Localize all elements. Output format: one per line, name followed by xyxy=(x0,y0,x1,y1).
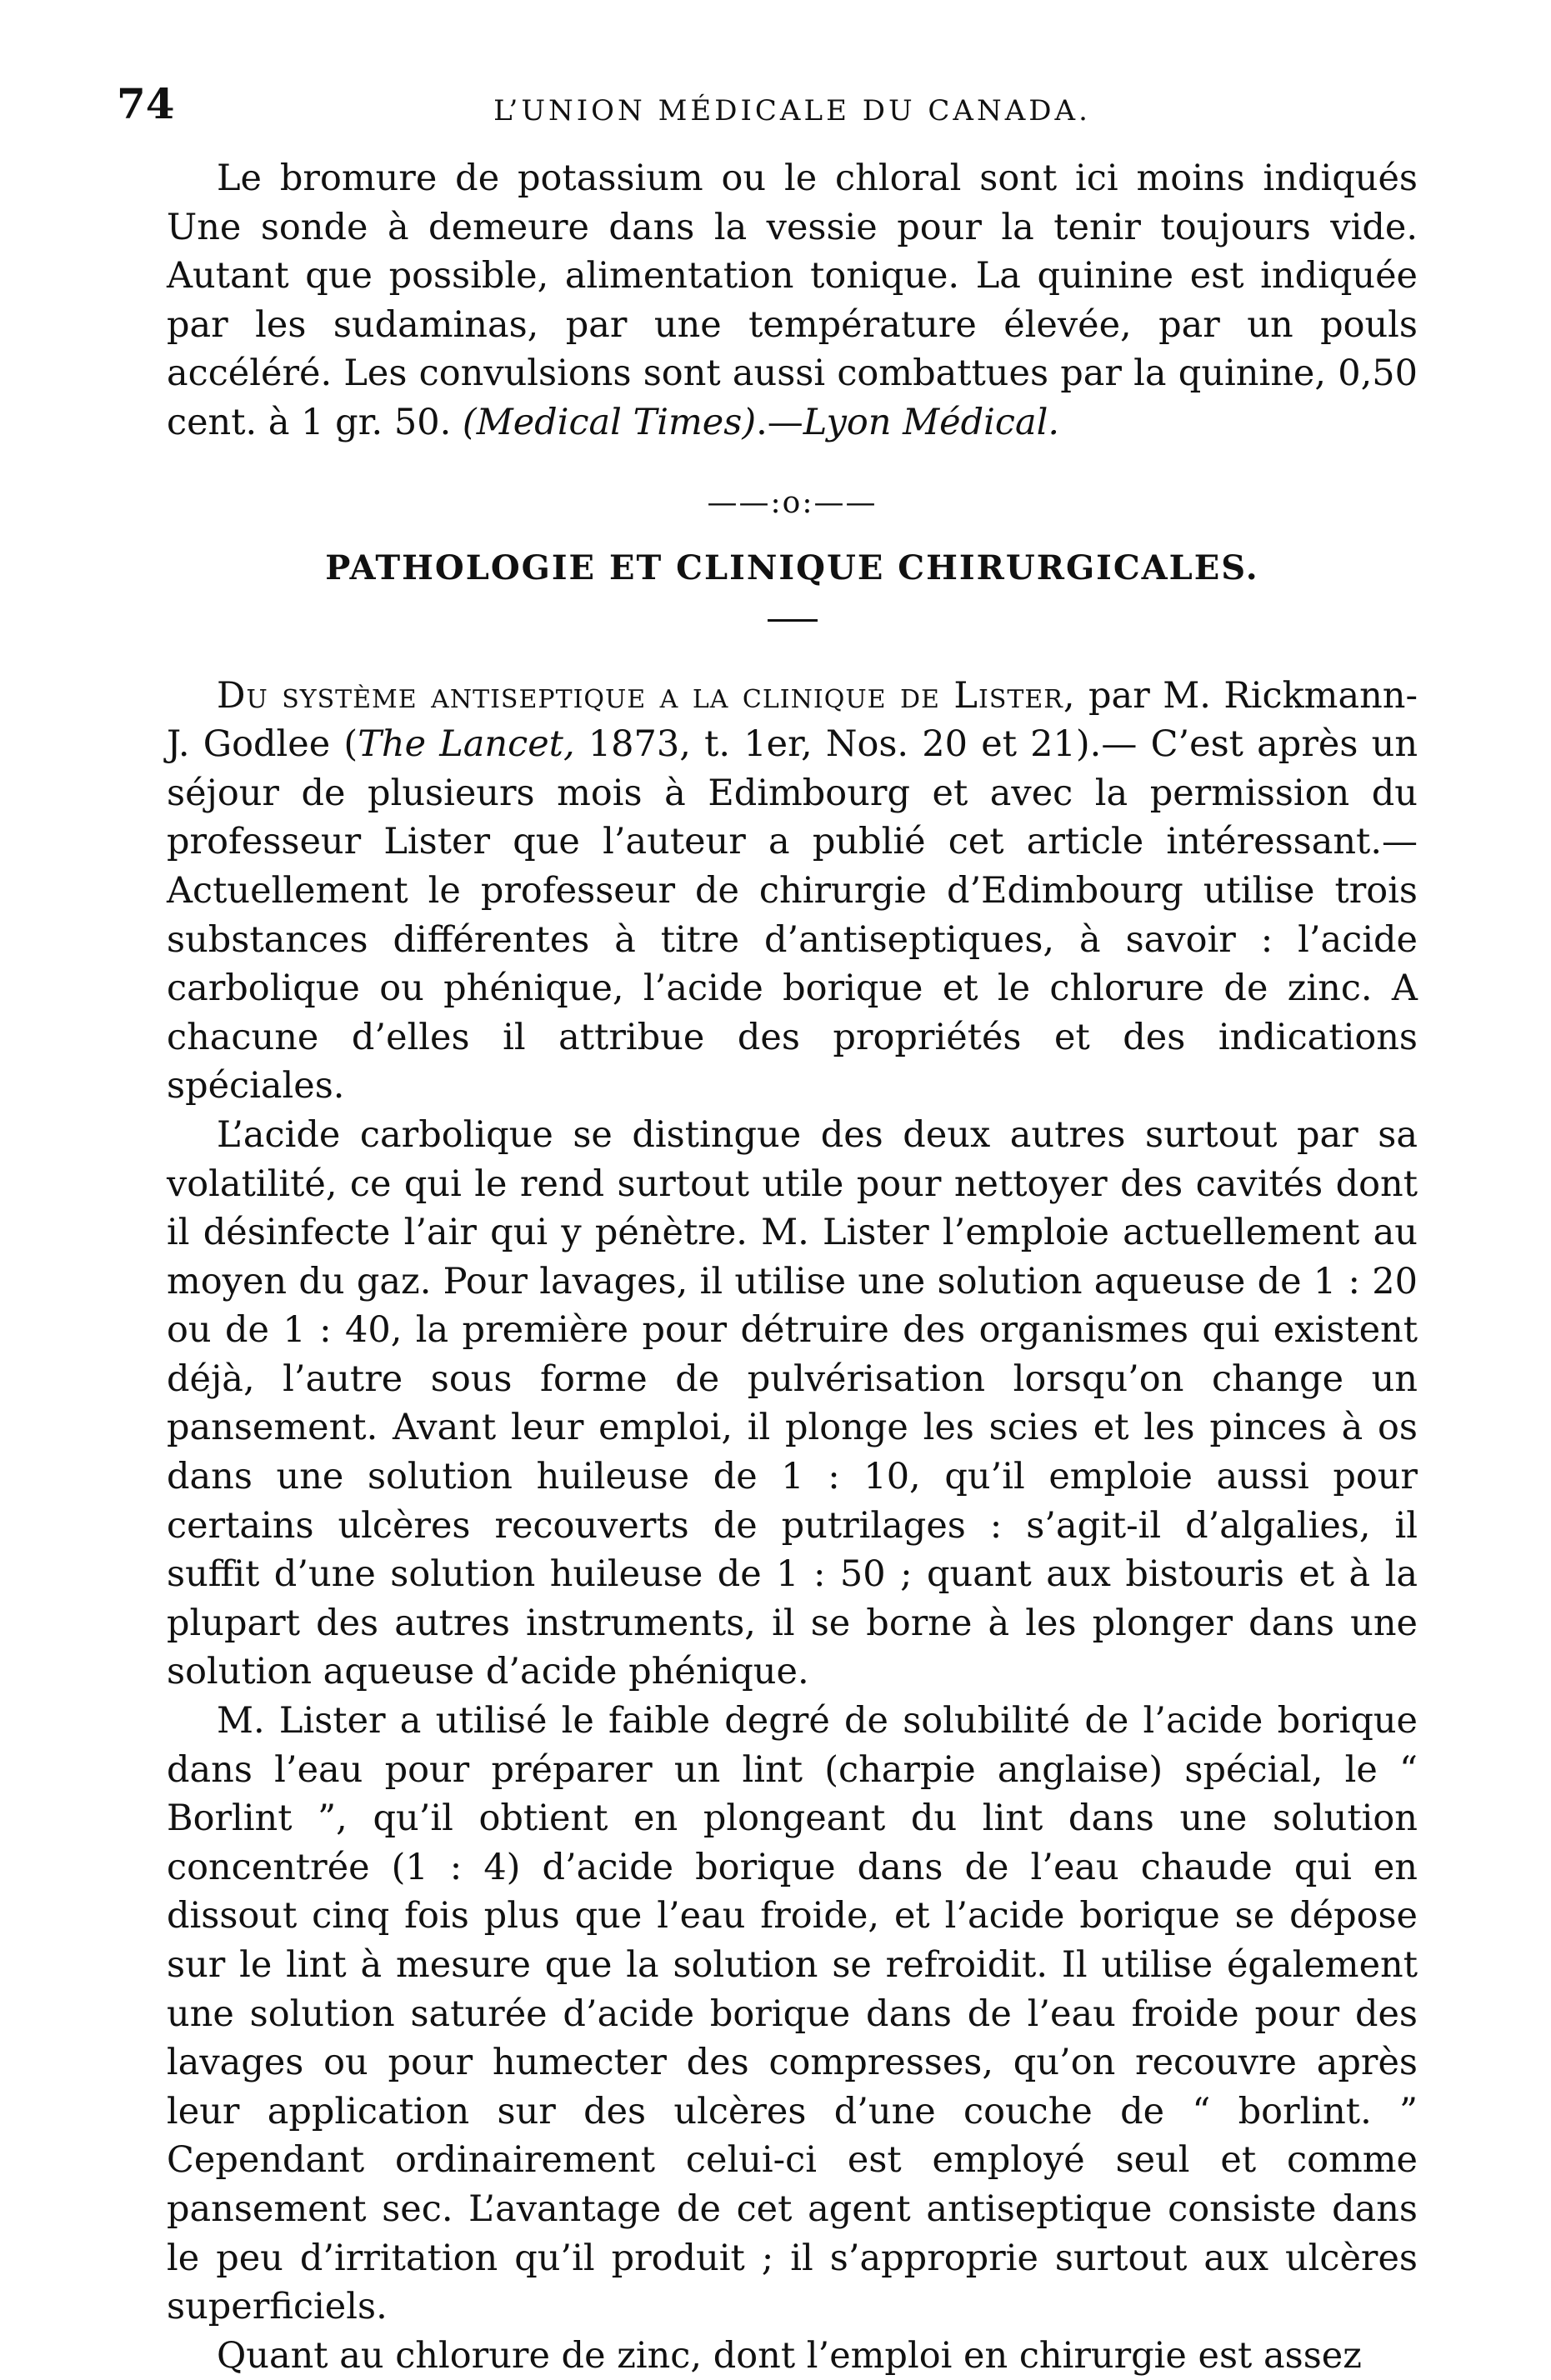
journal-title: L’UNION MÉDICALE DU CANADA. xyxy=(493,94,1091,128)
article-paragraph-2: L’acide carbolique se distingue des deux autres surtout par sa volatilité, ce qui le rend surtout utile pour nettoyer des cavités dont il désinfecte l’air qui y pénètre. M. Lister l’emploie actuellement au moyen du gaz. Pour lavages, il utilise une solution aqueuse de 1 : 20 ou de 1 : 40, la première pour détruire des organismes qui existent déjà, l’autre sous forme de pulvérisation lorsqu’on change un pansement. Avant leur emploi, il plonge les scies et les pinces à os dans une solution huileuse de 1 : 10, qu’il emploie aussi pour certains ulcères recouverts de putrilages : s’agit-il d’algalies, il suffit d’une solution huileuse de 1 : 50 ; quant aux bistouris et à la plupart des autres instruments, il se borne à les plonger dans une solution aqueuse d’acide phénique. xyxy=(167,1113,1418,1693)
article-paragraph-1 xyxy=(167,672,1418,1111)
article-paragraph-4: Quant au chlorure de zinc, dont l’emploi en chirurgie est assez xyxy=(217,2334,1362,2377)
running-header xyxy=(117,79,1418,154)
article-paragraph-3: M. Lister a utilisé le faible degré de solubilité de l’acide borique dans l’eau pour préparer un lint (charpie anglaise) spécial, le “ Borlint ”, qu’il obtient en plongeant du lint dans une solution concentrée (1 : 4) d’acide borique dans de l’eau chaude qui en dissout cinq fois plus que l’eau froide, et l’acide borique se dépose sur le lint à mesure que la solution se refroidit. Il utilise également une solution saturée d’acide borique dans de l’eau froide pour des lavages ou pour humecter des compresses, qu’on recouvre après leur application sur des ulcères d’une couche de “ borlint. ” Cependant ordinairement celui-ci est employé seul et comme pansement sec. L’avantage de cet agent antiseptique consiste dans le peu d’irritation qu’il produit ; il s’approprie surtout aux ulcères superficiels. xyxy=(167,1700,1418,2328)
section-title: PATHOLOGIE ET CLINIQUE CHIRURGICALES. xyxy=(325,548,1259,588)
article-paragraph-1-text: C’est après un séjour de plusieurs mois à Edimbourg et avec la permission du professeur Lister que l’auteur a publié cet article intéressant.—Actuellement le professeur de chirurgie d’Edimbourg utilise trois substances différentes à titre d’antiseptiques, à savoir : l’acide carbolique ou phénique, l’acide borique et le chlorure de zinc. A chacune d’elles il attribue des propriétés et des indications spéciales. xyxy=(167,723,1418,1108)
article-citation: 1873, t. 1er, Nos. 20 et 21).— xyxy=(574,723,1138,766)
section-rule xyxy=(768,619,818,622)
intro-paragraph xyxy=(167,154,1418,448)
separator: ——:o:—— xyxy=(707,485,878,520)
article-journal: The Lancet, xyxy=(358,723,575,766)
intro-text: Le bromure de potassium ou le chloral sont ici moins indiqués Une sonde à demeure dans la vessie pour la tenir toujours vide. Autant que possible, alimentation tonique. La quinine est indiquée par les sudaminas, par une température élevée, par un pouls accéléré. Les convulsions sont aussi combattues par la quinine, 0,50 cent. à 1 gr. 50. xyxy=(167,158,1418,443)
article-title: Du système antiseptique a la clinique de Lister, xyxy=(217,674,1076,717)
source-medical-times: (Medical Times) xyxy=(462,401,757,443)
page-number: 74 xyxy=(117,79,175,128)
source-lyon-medical: Lyon Médical. xyxy=(803,401,1060,443)
source-dash: .— xyxy=(756,401,803,443)
article-author: par M. Rickmann-J. Godlee ( xyxy=(167,674,1418,766)
